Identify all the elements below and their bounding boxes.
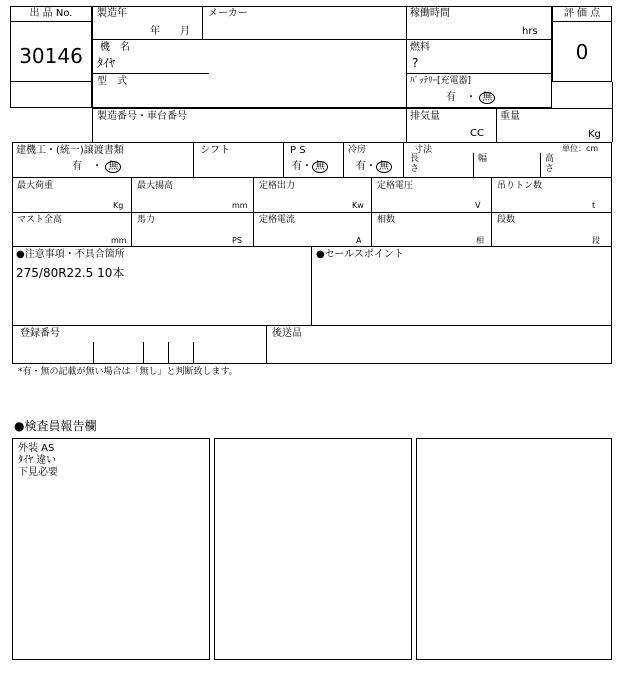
inspector-box-2: [214, 438, 412, 660]
year-label: 製造年: [97, 8, 127, 19]
notes-label: ●注意事項・不具合箇所: [16, 249, 125, 260]
phase-unit: 相: [476, 236, 484, 245]
year-suffix: 年 月: [150, 26, 190, 37]
lift-ton-label: 吊りトン数: [497, 181, 543, 191]
dim-unit: 単位：cm: [562, 144, 599, 153]
ac-label: 冷房: [348, 145, 367, 155]
eval-label: 評 価 点: [563, 8, 601, 19]
inspector-line-2: ﾀｲﾔ 違い: [18, 455, 57, 466]
battery-choice: 有 ・ 無: [446, 92, 495, 104]
weight-unit: Kg: [588, 129, 601, 140]
rated-output-unit: Kw: [352, 201, 364, 210]
rated-voltage-label: 定格電圧: [377, 181, 414, 191]
rated-current-unit: A: [356, 236, 362, 245]
hours-label: 稼働時間: [410, 8, 450, 19]
max-lift-label: 最大揚高: [137, 181, 174, 191]
mast-height-label: マスト全高: [17, 215, 63, 225]
ps-label: P S: [290, 145, 306, 156]
horsepower-unit: PS: [232, 236, 242, 245]
horsepower-label: 馬力: [137, 215, 156, 225]
max-lift-unit: mm: [232, 201, 248, 210]
phase-label: 相数: [377, 215, 396, 225]
machine-name-value: ﾀｲﾔ: [97, 56, 116, 70]
machine-name-label: 機 名: [100, 42, 130, 53]
displacement-label: 排気量: [410, 111, 440, 122]
eval-value: 0: [575, 40, 589, 64]
height-label: 高 さ: [545, 154, 555, 174]
rated-voltage-unit: V: [475, 201, 481, 210]
model-label: 型 式: [97, 76, 127, 87]
notes-content: 275/80R22.5 10本: [16, 266, 125, 280]
fuel-value: ?: [412, 56, 419, 70]
later-shipment-label: 後送品: [272, 328, 302, 339]
length-label: 長 さ: [410, 154, 420, 174]
transfer-label: 建機工・(統一)譲渡書類: [16, 145, 124, 156]
stage-label: 段数: [497, 215, 516, 225]
fuel-label: 燃料: [410, 42, 430, 53]
dim-label: 寸法: [414, 145, 433, 155]
battery-no: 無: [479, 92, 495, 104]
rated-output-label: 定格出力: [259, 181, 296, 191]
mast-height-unit: mm: [111, 236, 127, 245]
ps-choice: 有・ 無: [292, 161, 328, 173]
inspector-line-1: 外装 AS: [18, 443, 55, 454]
width-label: 幅: [478, 154, 488, 164]
sales-point-label: ●セールスポイント: [316, 249, 404, 260]
max-load-label: 最大荷重: [17, 181, 54, 191]
shift-label: シフト: [200, 145, 230, 156]
lot-label: 出 品 No.: [29, 8, 73, 19]
battery-yes: 有: [446, 92, 456, 103]
hours-unit: hrs: [522, 26, 538, 37]
weight-label: 重量: [500, 111, 520, 122]
max-load-unit: Kg: [113, 201, 124, 210]
lot-number: 30146: [19, 44, 83, 68]
rated-current-label: 定格電流: [259, 215, 296, 225]
registration-label: 登録番号: [20, 328, 60, 339]
inspector-line-3: 下見必要: [18, 467, 58, 478]
ac-choice: 有・ 無: [356, 161, 392, 173]
displacement-unit: CC: [470, 128, 484, 139]
inspector-box-3: [416, 438, 612, 660]
maker-label: メーカー: [208, 8, 248, 19]
battery-label: ﾊﾞｯﾃﾘｰ[充電器]: [410, 76, 472, 86]
inspector-label: ●検査員報告欄: [14, 419, 97, 433]
serial-label: 製造番号・車台番号: [97, 111, 187, 122]
footnote: *有・無の記載が無い場合は「無し」と判断致します。: [18, 367, 238, 377]
stage-unit: 段: [592, 236, 600, 245]
lift-ton-unit: t: [592, 201, 596, 210]
transfer-choice: 有 ・ 無: [72, 161, 121, 173]
